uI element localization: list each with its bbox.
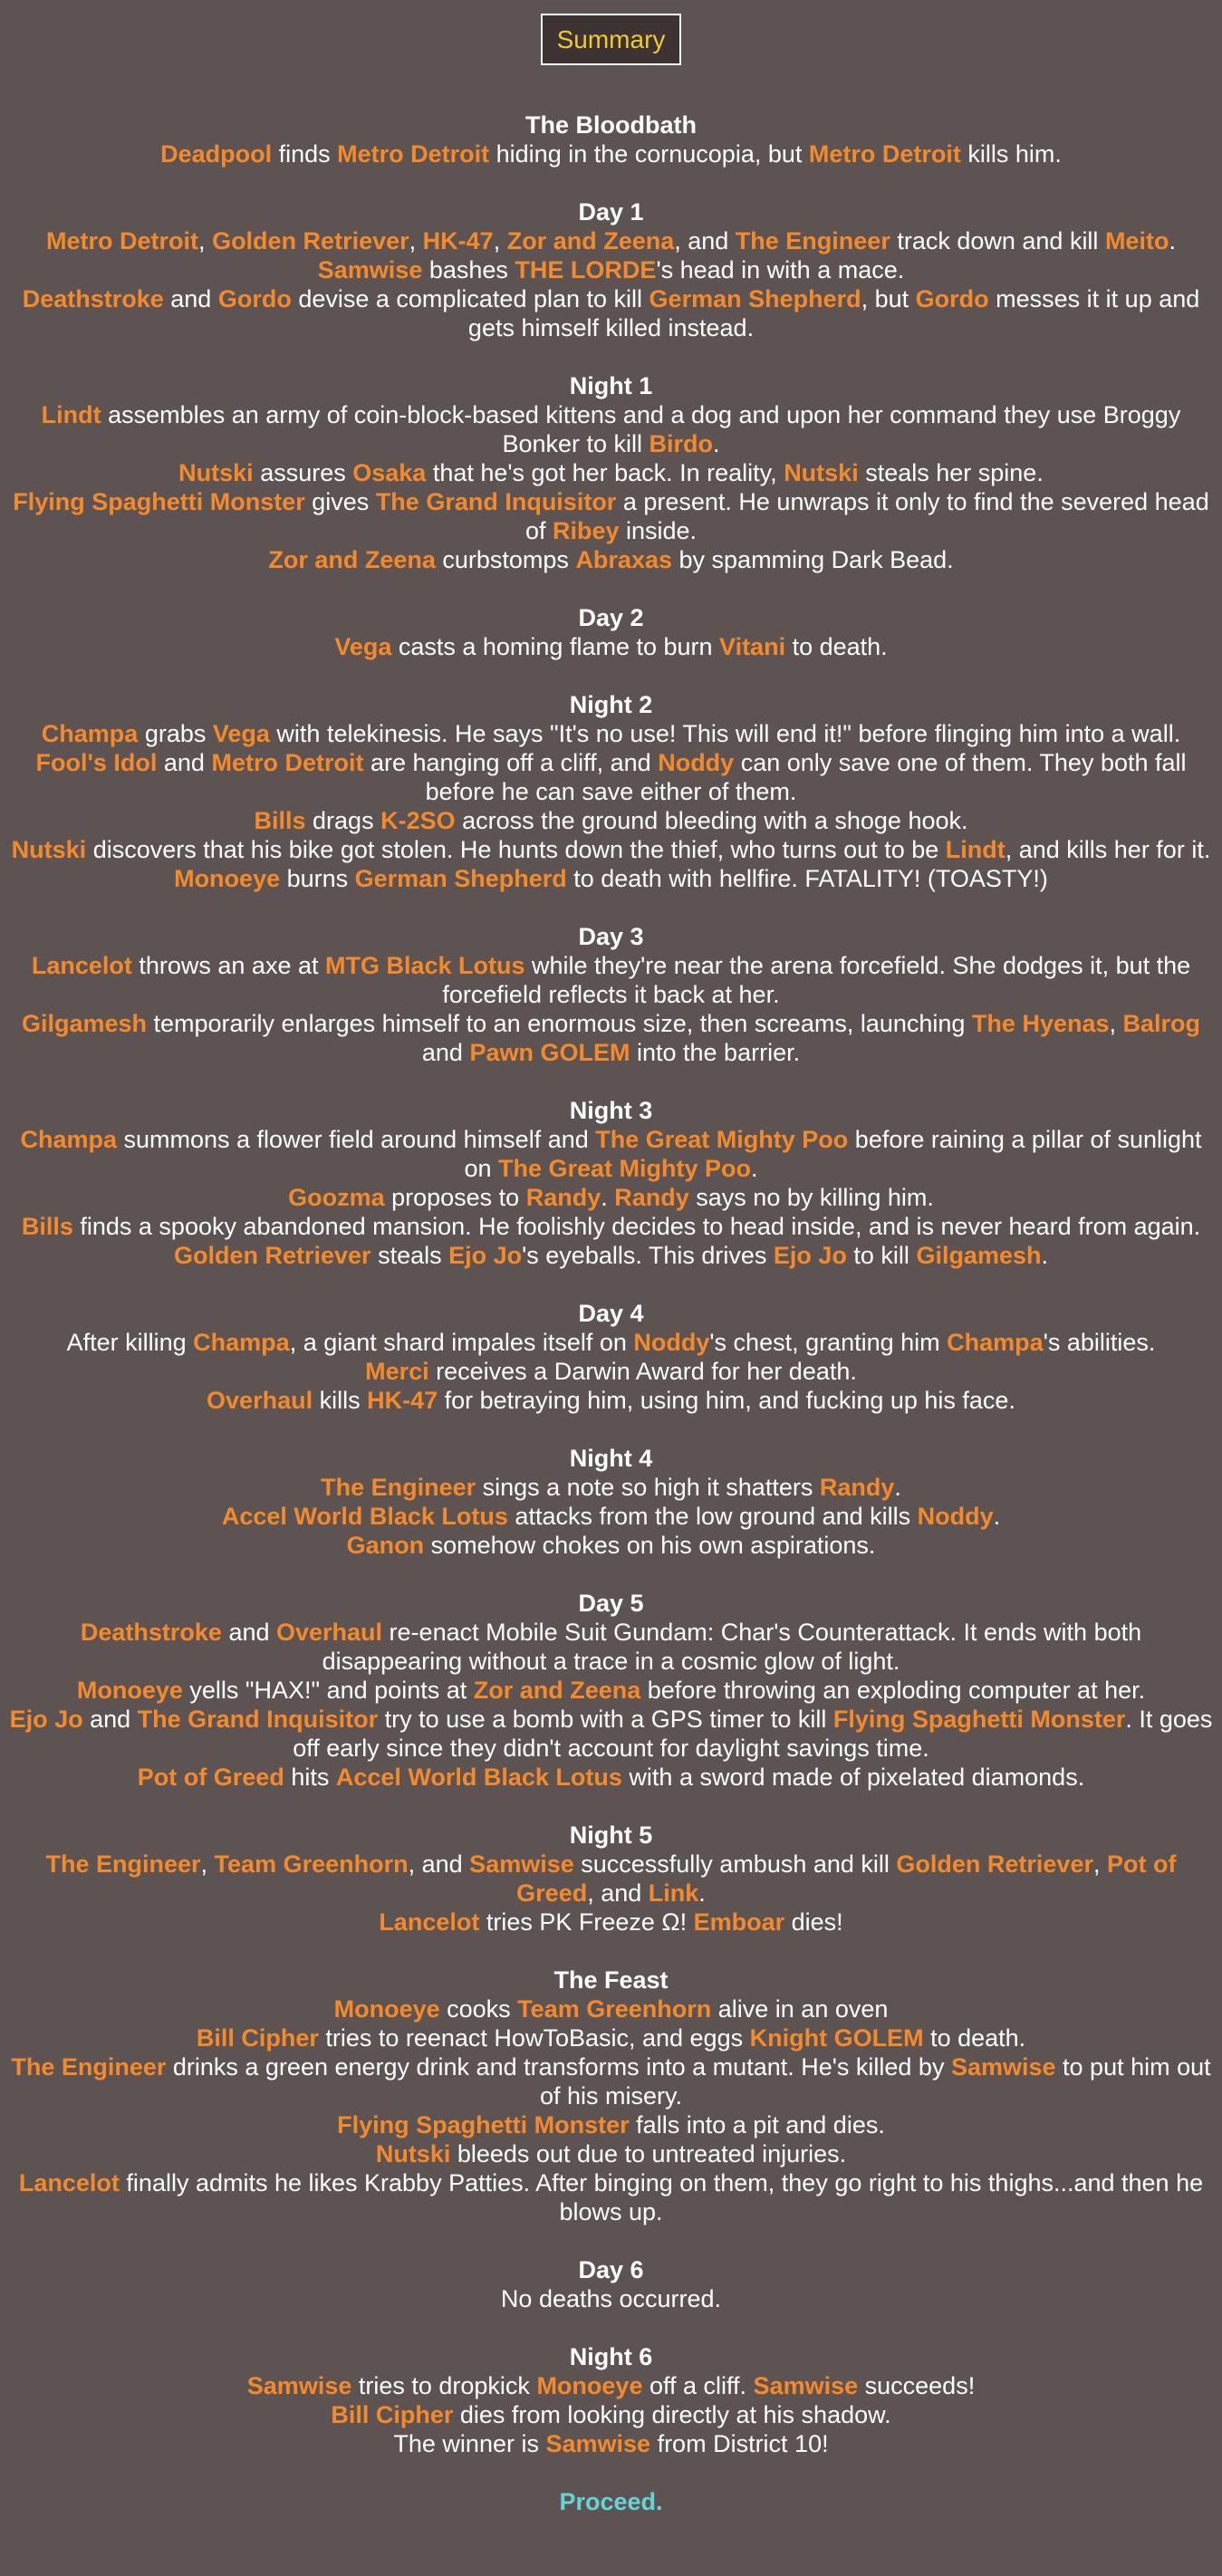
event-text: 's abilities. (1043, 1329, 1156, 1356)
section-title: Night 2 (569, 691, 653, 718)
tribute-name: Ejo Jo (448, 1242, 523, 1269)
event-text: alive in an oven (711, 1995, 889, 2023)
event-line (7, 400, 1215, 458)
event-text: , (200, 1850, 215, 1878)
tribute-name: Zor and Zeena (473, 1677, 641, 1704)
event-line (7, 2400, 1215, 2429)
event-line (7, 748, 1215, 806)
tribute-name: Team Greenhorn (517, 1995, 712, 2023)
event-line (7, 2023, 1215, 2052)
event-text: hits (284, 1764, 336, 1791)
event-section (7, 2342, 1215, 2458)
event-text: to death. (923, 2024, 1026, 2052)
tribute-name: Gilgamesh (21, 1010, 147, 1037)
tribute-name: Randy (525, 1184, 601, 1211)
event-text: No deaths occurred. (500, 2285, 722, 2312)
tribute-name: Champa (193, 1329, 290, 1356)
tribute-name: Vega (334, 633, 392, 660)
event-line (7, 1676, 1215, 1705)
event-text: . (713, 430, 720, 457)
event-text: before throwing an exploding computer at her. (640, 1677, 1146, 1704)
event-text: across the ground bleeding with a shoge hook. (455, 807, 968, 834)
tribute-name: Monoeye (76, 1677, 183, 1704)
tribute-name: Bills (21, 1213, 73, 1240)
event-text: temporarily enlarges himself to an enormous size, then screams, launching (147, 1010, 972, 1037)
event-line (7, 1009, 1215, 1067)
tribute-name: German Shepherd (354, 865, 567, 892)
tribute-name: Goozma (288, 1184, 385, 1211)
event-line (7, 2429, 1215, 2458)
event-text: After killing (66, 1329, 194, 1356)
event-line (7, 255, 1215, 284)
section-title: The Bloodbath (525, 111, 697, 139)
tribute-name: Zor and Zeena (506, 227, 675, 255)
event-text: proposes to (384, 1184, 526, 1211)
event-text: grabs (138, 720, 213, 747)
tribute-name: THE LORDE (515, 256, 657, 284)
event-line (7, 139, 1215, 168)
event-text: . (993, 1503, 1001, 1530)
event-line (7, 2052, 1215, 2110)
event-text: throws an axe at (131, 952, 325, 979)
event-text: can only save one of them. They both fall before he can save either of them. (425, 749, 1187, 805)
event-text: finally admits he likes Krabby Patties. After binging on them, they go right to his thighs...and then he blows up. (119, 2169, 1204, 2225)
event-text: 's chest, granting him (709, 1329, 948, 1356)
event-line (7, 1357, 1215, 1386)
tribute-name: Monoeye (333, 1995, 440, 2023)
tribute-name: Ejo Jo (9, 1706, 83, 1733)
tribute-name: Flying Spaghetti Monster (832, 1706, 1126, 1733)
event-text: and (82, 1706, 138, 1733)
tribute-name: Knight GOLEM (749, 2024, 924, 2052)
tribute-name: Deadpool (160, 140, 273, 168)
tribute-name: Noddy (917, 1503, 994, 1530)
event-line (7, 806, 1215, 835)
tribute-name: Samwise (469, 1850, 574, 1878)
tribute-name: Merci (365, 1358, 429, 1385)
event-text: bashes (422, 256, 515, 284)
tribute-name: Vitani (719, 633, 786, 660)
event-line (7, 951, 1215, 1009)
event-text: summons a flower field around himself and (117, 1126, 596, 1153)
event-text: and (157, 749, 212, 776)
event-text: , and (674, 227, 736, 255)
tribute-name: Nutski (784, 459, 859, 486)
tribute-name: The Grand Inquisitor (375, 488, 617, 515)
tribute-name: Noddy (658, 749, 735, 776)
tribute-name: Overhaul (276, 1619, 383, 1646)
event-text: , (198, 227, 213, 255)
event-text: and (221, 1619, 276, 1646)
tribute-name: Bills (254, 807, 306, 834)
event-line (7, 864, 1215, 893)
event-section (7, 603, 1215, 661)
event-text: drinks a green energy drink and transforms into a mutant. He's killed by (166, 2053, 951, 2081)
tribute-name: Pot of Greed (516, 1850, 1177, 1907)
tribute-name: Balrog (1122, 1010, 1201, 1037)
event-section (7, 1966, 1215, 2226)
tribute-name: Meito (1104, 227, 1169, 255)
event-text: . (601, 1184, 615, 1211)
event-line (7, 1502, 1215, 1531)
event-line (7, 1850, 1215, 1908)
tribute-name: Champa (41, 720, 139, 747)
tribute-name: Golden Retriever (896, 1850, 1093, 1878)
tribute-name: Overhaul (207, 1387, 313, 1414)
event-line (7, 487, 1215, 545)
section-title: Day 1 (578, 198, 644, 226)
event-text: by spamming Dark Bead. (672, 546, 954, 573)
tribute-name: Samwise (545, 2430, 651, 2457)
event-text: yells "HAX!" and points at (182, 1677, 474, 1704)
tribute-name: The Great Mighty Poo (498, 1155, 752, 1182)
event-line (7, 1241, 1215, 1270)
tribute-name: Lancelot (379, 1908, 480, 1936)
event-text: off a cliff. (642, 2372, 754, 2399)
event-text: dies from looking directly at his shadow. (453, 2401, 891, 2428)
section-title: The Feast (553, 1966, 669, 1994)
event-text: , and kills her for it. (1005, 836, 1211, 863)
event-text: dies! (784, 1908, 843, 1936)
event-text: kills (313, 1387, 368, 1414)
tribute-name: Gordo (217, 285, 292, 312)
tribute-name: Samwise (246, 2372, 352, 2399)
tribute-name: Golden Retriever (212, 227, 409, 255)
event-text: steals (370, 1242, 449, 1269)
tribute-name: Team Greenhorn (214, 1850, 409, 1878)
tribute-name: Noddy (633, 1329, 710, 1356)
event-text: . (751, 1155, 758, 1182)
event-text: . (894, 1474, 901, 1501)
tribute-name: Birdo (649, 430, 714, 457)
tribute-name: Nutski (11, 836, 87, 863)
tribute-name: Champa (20, 1126, 117, 1153)
section-title: Night 4 (569, 1445, 653, 1472)
tribute-name: Emboar (693, 1908, 785, 1936)
tribute-name: Vega (212, 720, 270, 747)
event-text: to put him out of his misery. (539, 2053, 1211, 2110)
event-section (7, 922, 1215, 1067)
tribute-name: Zor and Zeena (268, 546, 436, 573)
event-text: sings a note so high it shatters (476, 1474, 820, 1501)
event-text: for betraying him, using him, and fucking up his face. (438, 1387, 1015, 1414)
event-line (7, 719, 1215, 748)
tribute-name: The Engineer (45, 1850, 201, 1878)
event-text: bleeds out due to untreated injuries. (450, 2140, 847, 2167)
tribute-name: HK-47 (367, 1387, 438, 1414)
section-title: Day 4 (578, 1300, 644, 1327)
tribute-name: Metro Detroit (46, 227, 199, 255)
section-title: Day 3 (578, 923, 644, 950)
event-text: with telekinesis. He says "It's no use! This will end it!" before flinging him into a wall. (269, 720, 1181, 747)
event-text: 's eyeballs. This drives (522, 1242, 774, 1269)
event-text: finds a spooky abandoned mansion. He foolishly decides to head inside, and is never heard from again. (72, 1213, 1201, 1240)
event-text: assures (253, 459, 353, 486)
event-text: to death with hellfire. FATALITY! (TOASTY!) (566, 865, 1048, 892)
tribute-name: Nutski (375, 2140, 451, 2167)
tribute-name: Accel World Black Lotus (221, 1503, 508, 1530)
event-section (7, 1299, 1215, 1415)
tribute-name: K-2SO (380, 807, 456, 834)
event-text: devise a complicated plan to kill (291, 285, 649, 312)
event-text: , (1109, 1010, 1123, 1037)
event-text: and (421, 1039, 470, 1066)
tribute-name: Pawn GOLEM (469, 1039, 630, 1066)
event-text: , and (587, 1879, 649, 1907)
tribute-name: Metro Detroit (211, 749, 364, 776)
event-text: steals her spine. (858, 459, 1044, 486)
event-line (7, 284, 1215, 342)
tribute-name: Lancelot (31, 952, 132, 979)
event-text: , but (861, 285, 916, 312)
tribute-name: The Hyenas (971, 1010, 1110, 1037)
event-text: , (493, 227, 507, 255)
tribute-name: Abraxas (575, 546, 673, 573)
event-text: somehow chokes on his own aspirations. (424, 1532, 876, 1559)
event-text: before raining a pillar of sunlight on (464, 1126, 1202, 1182)
tribute-name: Ejo Jo (773, 1242, 847, 1269)
event-text: to kill (846, 1242, 917, 1269)
event-text: finds (272, 140, 338, 168)
event-line (7, 1328, 1215, 1357)
tribute-name: Deathstroke (22, 285, 164, 312)
event-text: , (1092, 1850, 1107, 1878)
tribute-name: Deathstroke (80, 1619, 222, 1646)
tribute-name: The Grand Inquisitor (137, 1706, 379, 1733)
tribute-name: Lindt (945, 836, 1006, 863)
tribute-name: Ribey (552, 517, 620, 544)
section-title: Night 1 (569, 372, 653, 399)
tribute-name: Samwise (317, 256, 423, 284)
event-line (7, 1531, 1215, 1560)
event-text: burns (280, 865, 355, 892)
event-text: successfully ambush and kill (573, 1850, 897, 1878)
event-line (7, 1908, 1215, 1937)
section-title: Night 3 (569, 1097, 653, 1124)
event-text: with a sword made of pixelated diamonds. (621, 1764, 1085, 1791)
event-text: receives a Darwin Award for her death. (428, 1358, 857, 1385)
tribute-name: The Engineer (735, 227, 890, 255)
event-text: track down and kill (890, 227, 1105, 255)
tribute-name: Lancelot (18, 2169, 120, 2196)
tribute-name: Accel World Black Lotus (335, 1764, 622, 1791)
event-line (7, 458, 1215, 487)
event-text: succeeds! (858, 2372, 976, 2399)
event-text: 's head in with a mace. (656, 256, 905, 284)
tribute-name: Flying Spaghetti Monster (337, 2111, 630, 2139)
tribute-name: Pot of Greed (137, 1764, 284, 1791)
section-title: Day 5 (578, 1590, 644, 1617)
event-text: says no by killing him. (688, 1184, 934, 1211)
tribute-name: Golden Retriever (173, 1242, 371, 1269)
event-line (7, 1705, 1215, 1763)
event-text: The winner is (393, 2430, 546, 2457)
tribute-name: The Great Mighty Poo (595, 1126, 849, 1153)
event-line (7, 2284, 1215, 2313)
event-text: gives (304, 488, 376, 515)
tribute-name: Bill Cipher (331, 2401, 454, 2428)
tribute-name: Monoeye (174, 865, 281, 892)
tribute-name: Gordo (915, 285, 989, 312)
event-section (7, 197, 1215, 342)
section-title: Night 6 (569, 2343, 653, 2370)
event-line (7, 1386, 1215, 1415)
event-text: . (1169, 227, 1176, 255)
event-text: kills him. (960, 140, 1062, 168)
event-line (7, 545, 1215, 574)
event-line (7, 1618, 1215, 1676)
event-line (7, 1763, 1215, 1792)
event-line (7, 2110, 1215, 2139)
event-line (7, 1994, 1215, 2023)
tribute-name: Flying Spaghetti Monster (13, 488, 305, 515)
event-text: falls into a pit and dies. (629, 2111, 885, 2139)
event-text: , and (408, 1850, 470, 1878)
proceed-link[interactable]: Proceed. (559, 2488, 663, 2515)
tribute-name: The Engineer (11, 2053, 167, 2081)
tribute-name: Randy (819, 1474, 895, 1501)
event-text: cooks (439, 1995, 518, 2023)
event-text: assembles an army of coin-block-based kittens and a dog and upon her command they use Broggy Bonker to kill (101, 401, 1181, 457)
tribute-name: Osaka (352, 459, 427, 486)
event-text: re-enact Mobile Suit Gundam: Char's Counterattack. It ends with both disappearing without a trace in a cosmic glow of light. (322, 1619, 1142, 1675)
section-title: Night 5 (569, 1821, 653, 1849)
tribute-name: Link (648, 1879, 699, 1907)
tribute-name: The Engineer (321, 1474, 476, 1501)
event-line (7, 226, 1215, 255)
event-section (7, 1589, 1215, 1792)
event-text: try to use a bomb with a GPS timer to kill (378, 1706, 833, 1733)
event-text: tries to dropkick (351, 2372, 537, 2399)
section-title: Day 2 (578, 604, 644, 631)
tribute-name: Lindt (41, 401, 101, 428)
event-text: attacks from the low ground and kills (507, 1503, 918, 1530)
tribute-name: HK-47 (422, 227, 494, 255)
event-text: drags (305, 807, 381, 834)
tribute-name: Metro Detroit (337, 140, 490, 168)
event-line (7, 1183, 1215, 1212)
event-log (0, 111, 1222, 2458)
event-text: messes it it up and gets himself killed instead. (467, 285, 1200, 341)
event-text: to death. (785, 633, 888, 660)
tribute-name: Samwise (950, 2053, 1056, 2081)
tribute-name: Ganon (346, 1532, 425, 1559)
event-text: hiding in the cornucopia, but (489, 140, 809, 168)
event-text: and (163, 285, 218, 312)
event-section (7, 371, 1215, 574)
tribute-name: Fool's Idol (35, 749, 158, 776)
event-text: discovers that his bike got stolen. He hunts down the thief, who turns out to be (86, 836, 946, 863)
event-text: from District 10! (650, 2430, 829, 2457)
event-text: curbstomps (435, 546, 576, 573)
event-line (7, 632, 1215, 661)
event-text: casts a homing flame to burn (391, 633, 720, 660)
tribute-name: Randy (614, 1184, 689, 1211)
tribute-name: Monoeye (536, 2372, 643, 2399)
event-line (7, 835, 1215, 864)
event-line (7, 1473, 1215, 1502)
section-title: Day 6 (578, 2256, 644, 2283)
summary-button[interactable]: Summary (541, 14, 682, 65)
event-text: . (1041, 1242, 1048, 1269)
tribute-name: German Shepherd (649, 285, 861, 312)
event-text: , a giant shard impales itself on (289, 1329, 634, 1356)
event-text: tries to reenact HowToBasic, and eggs (318, 2024, 750, 2052)
event-section (7, 1821, 1215, 1937)
event-line (7, 2139, 1215, 2168)
event-text: are hanging off a cliff, and (363, 749, 659, 776)
event-text: . (698, 1879, 706, 1907)
event-line (7, 1125, 1215, 1183)
event-text: that he's got her back. In reality, (426, 459, 784, 486)
event-text: tries PK Freeze Ω! (479, 1908, 694, 1936)
event-text: into the barrier. (630, 1039, 801, 1066)
event-text: , (409, 227, 423, 255)
event-line (7, 2168, 1215, 2226)
event-line (7, 2371, 1215, 2400)
event-section (7, 1096, 1215, 1270)
event-section (7, 111, 1215, 168)
event-section (7, 1444, 1215, 1560)
tribute-name: Metro Detroit (808, 140, 961, 168)
event-text: . It goes off early since they didn't account for daylight savings time. (293, 1706, 1213, 1762)
tribute-name: Bill Cipher (196, 2024, 319, 2052)
tribute-name: Champa (947, 1329, 1044, 1356)
event-section (7, 690, 1215, 893)
tribute-name: Gilgamesh (916, 1242, 1042, 1269)
tribute-name: Nutski (178, 459, 254, 486)
event-text: inside. (619, 517, 698, 544)
event-section (7, 2255, 1215, 2313)
tribute-name: Samwise (753, 2372, 859, 2399)
event-line (7, 1212, 1215, 1241)
tribute-name: MTG Black Lotus (325, 952, 525, 979)
event-text: a present. He unwraps it only to find the severed head of (524, 488, 1209, 544)
event-text: while they're near the arena forcefield. She dodges it, but the forcefield reflects it back at her. (442, 952, 1191, 1008)
